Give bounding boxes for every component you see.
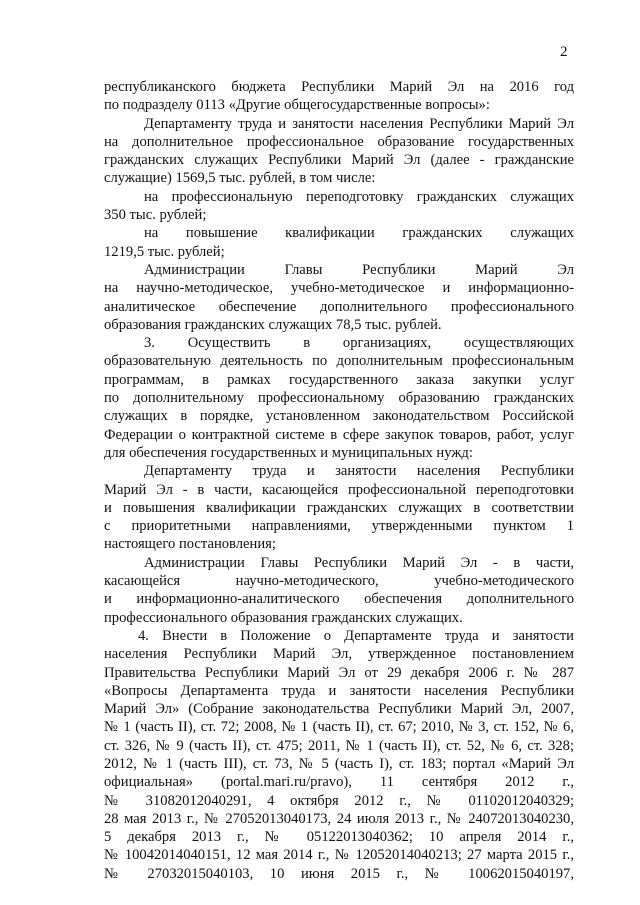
- text-line: и информационно-аналитического обеспечения дополнительного: [104, 591, 574, 608]
- text-line: образовательную деятельность по дополнительным профессиональным: [104, 353, 574, 370]
- text-line: Федерации о контрактной системе в сфере закупок товаров, работ, услуг: [104, 426, 574, 443]
- text-line: на повышение квалификации гражданских служащих: [144, 225, 574, 242]
- text-line: Марий Эл» (Собрание законодательства Республики Марий Эл, 2007,: [104, 701, 574, 718]
- text-line: республиканского бюджета Республики Марий Эл на 2016 год: [104, 79, 574, 95]
- text-line: Администрации Главы Республики Марий Эл: [144, 261, 574, 278]
- text-line: по дополнительному профессиональному образованию гражданских: [104, 390, 574, 407]
- text-line: по подразделу 0113 «Другие общегосударственные вопросы»:: [104, 97, 490, 114]
- text-line: № 10042014040151, 12 мая 2014 г., № 12052014040213; 27 марта 2015 г.,: [104, 847, 574, 864]
- text-line: Департаменту труда и занятости населения Республики: [144, 463, 574, 480]
- text-line: Правительства Республики Марий Эл от 29 декабря 2006 г. № 287: [104, 664, 574, 681]
- text-line: «Вопросы Департамента труда и занятости населения Республики: [104, 682, 574, 699]
- text-line: 3. Осуществить в организациях, осуществляющих: [144, 335, 574, 352]
- text-line: населения Республики Марий Эл, утвержденное постановлением: [104, 646, 574, 663]
- text-line: № 27032015040103, 10 июня 2015 г., № 10062015040197,: [104, 865, 574, 882]
- page-number: 2: [560, 44, 568, 60]
- text-line: Департаменту труда и занятости населения Республики Марий Эл: [144, 115, 574, 132]
- text-line: и повышения квалификации гражданских служащих в соответствии: [104, 499, 574, 516]
- text-line: ст. 326, № 9 (часть II), ст. 475; 2011, № 1 (часть II), ст. 52, № 6, ст. 328;: [104, 737, 574, 754]
- text-line: официальная» (portal.mari.ru/pravo), 11 сентября 2012 г.,: [104, 774, 574, 791]
- text-line: настоящего постановления;: [104, 536, 276, 553]
- text-line: 350 тыс. рублей;: [104, 207, 207, 224]
- text-line: № 1 (часть II), ст. 72; 2008, № 1 (часть II), ст. 67; 2010, № 3, ст. 152, № 6,: [104, 719, 574, 736]
- text-line: 5 декабря 2013 г., № 05122013040362; 10 апреля 2014 г.,: [104, 829, 574, 846]
- text-line: 1219,5 тыс. рублей;: [104, 243, 225, 260]
- text-line: 4. Внести в Положение о Департаменте труда и занятости: [138, 627, 574, 644]
- text-line: на профессиональную переподготовку гражданских служащих: [144, 188, 574, 205]
- text-line: служащих в порядке, установленном законодательством Российской: [104, 408, 574, 425]
- text-line: Администрации Главы Республики Марий Эл - в части,: [144, 554, 574, 571]
- text-line: служащие) 1569,5 тыс. рублей, в том числе:: [104, 170, 376, 187]
- text-line: аналитическое обеспечение дополнительного профессионального: [104, 298, 574, 315]
- text-line: образования гражданских служащих 78,5 тыс. рублей.: [104, 316, 442, 333]
- text-line: № 31082012040291, 4 октября 2012 г., № 01102012040329;: [104, 792, 574, 809]
- text-line: касающейся научно-методического, учебно-методического: [104, 573, 574, 590]
- text-line: на научно-методическое, учебно-методическое и информационно-: [104, 280, 574, 297]
- text-line: Марий Эл - в части, касающейся профессиональной переподготовки: [104, 481, 574, 498]
- document-body: [104, 78, 574, 883]
- text-line: 2012, № 1 (часть III), ст. 73, № 5 (часть I), ст. 183; портал «Марий Эл: [104, 755, 574, 772]
- text-line: профессионального образования гражданских служащих.: [104, 609, 463, 626]
- text-line: с приоритетными направлениями, утвержденными пунктом 1: [104, 518, 574, 535]
- text-line: программам, в рамках государственного заказа закупки услуг: [104, 371, 574, 388]
- text-line: гражданских служащих Республики Марий Эл (далее - гражданские: [104, 152, 574, 169]
- text-line: на дополнительное профессиональное образование государственных: [104, 133, 574, 150]
- text-line: для обеспечения государственных и муниципальных нужд:: [104, 444, 473, 461]
- text-line: 28 мая 2013 г., № 27052013040173, 24 июля 2013 г., № 24072013040230,: [104, 810, 574, 827]
